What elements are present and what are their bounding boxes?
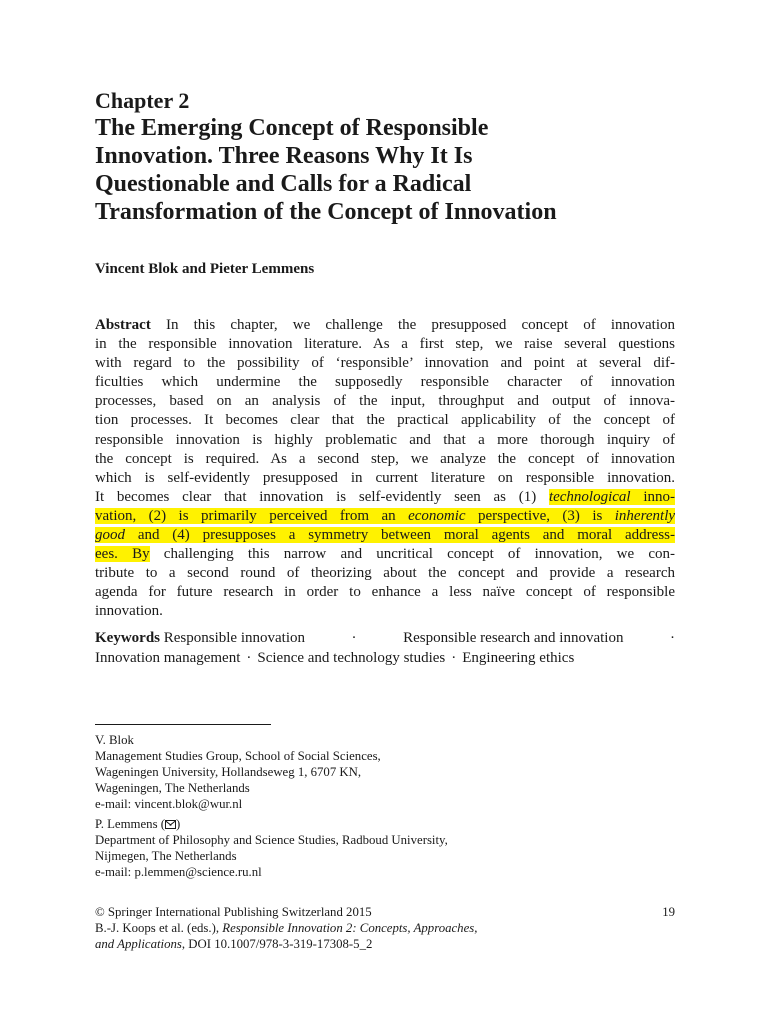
envelope-icon <box>165 820 176 829</box>
affiliation-name: V. Blok <box>95 733 134 747</box>
affiliation-name: P. Lemmens <box>95 817 158 831</box>
keyword-separator: · <box>670 630 675 646</box>
abstract-line: innovation. <box>95 603 163 620</box>
citation: and Applications, DOI 10.1007/978-3-319-17308-5_2 <box>95 937 373 951</box>
affiliation-email: e-mail: p.lemmen@science.ru.nl <box>95 865 262 879</box>
chapter-title-line: Innovation. Three Reasons Why It Is <box>95 143 473 169</box>
highlight: vation, (2) is primarily perceived from an economic perspective, (3) is inherently <box>95 507 676 524</box>
chapter-title-line: Questionable and Calls for a Radical <box>95 171 472 197</box>
citation: B.-J. Koops et al. (eds.), Responsible Innovation 2: Concepts, Approaches, <box>95 921 478 935</box>
chapter-title-line: The Emerging Concept of Responsible <box>95 115 489 141</box>
affiliation-line: Wageningen University, Hollandseweg 1, 6707 KN, <box>95 765 362 779</box>
abstract <box>95 316 675 622</box>
chapter-title-line: Transformation of the Concept of Innovation <box>95 199 557 225</box>
affiliation-lemmens: P. Lemmens ( ) Department of Philosophy and Science Studies, Radboud University, Nijmegen, The Netherlands e-mail: p.lemmen@science.ru.nl <box>95 817 448 879</box>
keyword-separator: · <box>246 649 252 666</box>
keywords-label: Keywords <box>95 630 160 646</box>
footnote-divider <box>95 724 271 725</box>
abstract-line: tribute to a second round of theorizing about the concept and provide a research <box>95 565 675 582</box>
abstract-line: agenda for future research in order to enhance a less naïve concept of responsible <box>95 584 675 601</box>
chapter-label: Chapter 2 <box>95 88 190 113</box>
abstract-line: ees. By challenging this narrow and uncritical concept of innovation, we con- <box>95 546 675 563</box>
authors: Vincent Blok and Pieter Lemmens <box>95 261 315 277</box>
abstract-line: ficulties which undermine the supposedly responsible character of innovation <box>95 374 675 391</box>
chapter-title <box>95 114 675 226</box>
page-number: 19 <box>662 905 675 919</box>
keyword-separator: · <box>451 649 457 666</box>
keywords-line <box>95 629 675 649</box>
keyword: Responsible innovation <box>163 630 305 646</box>
affiliation-line: Management Studies Group, School of Social Sciences, <box>95 749 381 763</box>
abstract-line: Abstract In this chapter, we challenge the presupposed concept of innovation <box>95 317 676 333</box>
abstract-line: which is self-evidently presupposed in current literature on responsible innovation. <box>95 469 675 486</box>
affiliation-line: Nijmegen, The Netherlands <box>95 849 237 863</box>
highlight: technological inno- <box>548 488 676 505</box>
abstract-label: Abstract <box>95 317 151 333</box>
highlight: good and (4) presupposes a symmetry between moral agents and moral address- <box>95 527 676 544</box>
abstract-line: responsible innovation is highly problematic and that a more thorough inquiry of <box>95 431 675 448</box>
abstract-line: the concept is required. As a second step, we analyze the concept of innovation <box>95 450 675 467</box>
affiliation-line: Department of Philosophy and Science Studies, Radboud University, <box>95 833 448 847</box>
abstract-line: tion processes. It becomes clear that the practical applicability of the concept of <box>95 412 675 429</box>
abstract-line <box>95 507 675 526</box>
abstract-line: with regard to the possibility of ‘responsible’ innovation and point at several dif- <box>95 355 675 372</box>
keywords-line <box>95 649 675 669</box>
keyword: Innovation management <box>95 649 241 666</box>
affiliation-line: Wageningen, The Netherlands <box>95 781 250 795</box>
affiliation-blok <box>95 732 381 812</box>
copyright: © Springer International Publishing Switzerland 2015 <box>95 905 372 919</box>
highlight: ees. By <box>95 546 150 563</box>
keyword: Science and technology studies <box>257 649 446 666</box>
affiliation-email: e-mail: vincent.blok@wur.nl <box>95 797 243 811</box>
keyword-separator: · <box>351 630 357 646</box>
abstract-line: processes, based on an analysis of the input, throughput and output of innova- <box>95 393 675 410</box>
keyword: Responsible research and innovation <box>403 630 624 646</box>
abstract-line <box>95 526 675 545</box>
footer <box>95 904 675 952</box>
keywords <box>95 629 675 668</box>
abstract-line: It becomes clear that innovation is self-evidently seen as (1) technological inno- <box>95 488 676 505</box>
keyword: Engineering ethics <box>462 649 575 666</box>
abstract-line: in the responsible innovation literature. As a first step, we raise several questions <box>95 336 675 353</box>
